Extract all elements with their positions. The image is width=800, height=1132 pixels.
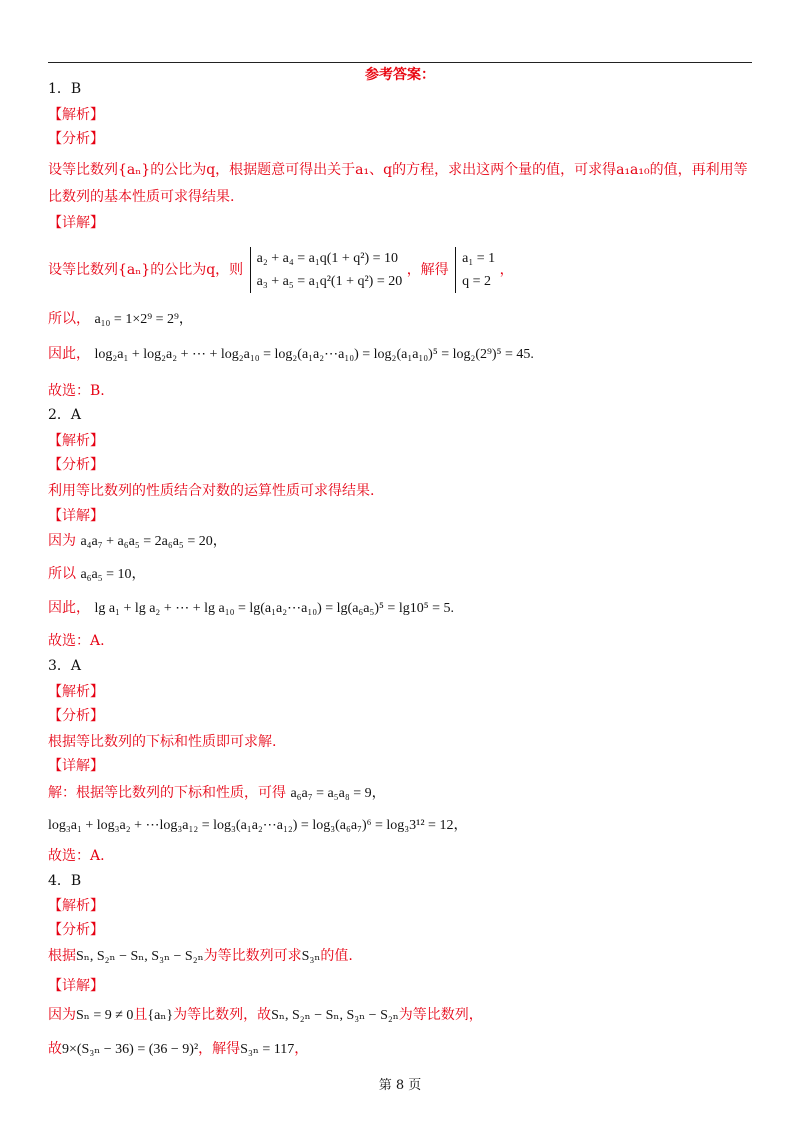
- detail-math: S₃ₙ = 117: [240, 1042, 295, 1057]
- detail-math: a₆a₅ = 10，: [80, 567, 146, 582]
- analysis-math: Sₙ, S₂ₙ − Sₙ, S₃ₙ − S₂ₙ: [76, 949, 204, 964]
- problem-1-answer: 故选：B.: [48, 383, 105, 399]
- system-eq-2: a₃ + a₅ = a₁q²(1 + q²) = 20: [256, 274, 403, 289]
- header-rule: [48, 62, 752, 63]
- problem-2-analysis-line-1: 利用等比数列的性质结合对数的运算性质可求得结果.: [48, 483, 375, 499]
- detail-math: lg a₁ + lg a₂ + ⋯ + lg a₁₀ = lg(a₁a₂⋯a₁₀) = lg(a₆a₅)⁵ = lg10⁵ = 5.: [94, 601, 454, 616]
- problem-2-jiexi: 【解析】: [48, 433, 104, 449]
- solution-eq-1: a₁ = 1: [462, 251, 496, 266]
- detail-text: 因此，: [48, 346, 90, 362]
- detail-math: 9×(S₃ₙ − 36) = (36 − 9)²: [62, 1042, 199, 1057]
- detail-text: 为等比数列，故: [173, 1007, 272, 1023]
- detail-text: 所以，: [48, 311, 90, 327]
- detail-text: 且: [133, 1007, 148, 1023]
- detail-text: 解：根据等比数列的下标和性质，可得: [48, 785, 286, 801]
- detail-text: ，解得: [198, 1041, 241, 1057]
- problem-3-title: 3．A: [48, 658, 82, 674]
- page-heading: 参考答案：: [365, 67, 435, 83]
- problem-4-title: 4．B: [48, 873, 82, 889]
- problem-3-xiangjie: 【详解】: [48, 758, 104, 774]
- problem-4-analysis-line-1: [48, 947, 353, 966]
- detail-text: 为等比数列，: [398, 1007, 483, 1023]
- problem-4-xiangjie: 【详解】: [48, 978, 104, 994]
- problem-1-detail-end: ，: [499, 262, 514, 278]
- problem-4-detail-line-1: [48, 1006, 483, 1025]
- problem-1-solve-text: ，解得: [406, 262, 449, 278]
- problem-2-detail-line-1: [48, 532, 227, 551]
- analysis-text: 的值.: [320, 948, 353, 964]
- problem-1-detail-text: 设等比数列{aₙ}的公比为q，则: [48, 262, 244, 278]
- problem-2-fenxi: 【分析】: [48, 457, 104, 473]
- problem-1-fenxi: 【分析】: [48, 131, 104, 147]
- problem-2-detail-line-2: [48, 565, 146, 584]
- page-number: 第 8 页: [378, 1078, 422, 1093]
- detail-math: log₂a₁ + log₂a₂ + ⋯ + log₂a₁₀ = log₂(a₁a₂⋯a₁₀) = log₂(a₁a₁₀)⁵ = log₂(2⁹)⁵ = 45.: [94, 347, 534, 362]
- system-eq-1: a₂ + a₄ = a₁q(1 + q²) = 10: [256, 251, 399, 266]
- detail-math: a₁₀ = 1×2⁹ = 2⁹，: [94, 312, 193, 327]
- detail-math: a₄a₇ + a₆a₅ = 2a₆a₅ = 20，: [80, 534, 227, 549]
- problem-3-detail-line-1: [48, 784, 386, 803]
- problem-1-analysis-line-2: 比数列的基本性质可求得结果.: [48, 189, 235, 205]
- detail-text: ，: [294, 1041, 309, 1057]
- problem-4-fenxi: 【分析】: [48, 922, 104, 938]
- analysis-math: S₃ₙ: [301, 949, 321, 964]
- problem-1-equation-system: [250, 247, 403, 293]
- detail-text: 因为: [48, 1007, 76, 1023]
- problem-3-detail-line-2: [48, 816, 467, 835]
- problem-2-title: 2．A: [48, 407, 82, 423]
- detail-text: 故: [48, 1041, 62, 1057]
- problem-3-fenxi: 【分析】: [48, 708, 104, 724]
- problem-1-detail-line-1: [48, 247, 514, 293]
- problem-1-detail-line-2: [48, 310, 193, 329]
- problem-2-answer: 故选：A.: [48, 633, 105, 649]
- problem-1-xiangjie: 【详解】: [48, 215, 104, 231]
- problem-4-detail-line-2: [48, 1040, 308, 1059]
- solution-eq-2: q = 2: [462, 274, 492, 289]
- analysis-text: 根据: [48, 948, 76, 964]
- detail-math: Sₙ = 9 ≠ 0: [76, 1008, 134, 1023]
- analysis-text: 为等比数列可求: [203, 948, 302, 964]
- problem-3-analysis-line-1: 根据等比数列的下标和性质即可求解.: [48, 734, 277, 750]
- detail-math: log₃a₁ + log₃a₂ + ⋯log₃a₁₂ = log₃(a₁a₂⋯a₁₂) = log₃(a₆a₇)⁶ = log₃3¹² = 12，: [48, 818, 468, 833]
- problem-2-xiangjie: 【详解】: [48, 508, 104, 524]
- problem-1-jiexi: 【解析】: [48, 107, 104, 123]
- problem-2-detail-line-3: [48, 599, 454, 618]
- problem-3-jiexi: 【解析】: [48, 684, 104, 700]
- problem-1-detail-line-3: [48, 345, 534, 364]
- detail-math: Sₙ, S₂ₙ − Sₙ, S₃ₙ − S₂ₙ: [271, 1008, 399, 1023]
- problem-1-analysis-line-1: 设等比数列{aₙ}的公比为q，根据题意可得出关于a₁、q的方程，求出这两个量的值，可求得a₁a₁₀的值，再利用等: [48, 162, 748, 178]
- detail-text: 所以: [48, 566, 76, 582]
- problem-1-solution-system: [455, 247, 495, 293]
- detail-text: 因为: [48, 533, 76, 549]
- problem-3-answer: 故选：A.: [48, 848, 105, 864]
- detail-text: 因此，: [48, 600, 90, 616]
- problem-4-jiexi: 【解析】: [48, 898, 104, 914]
- problem-1-title: 1．B: [48, 81, 82, 97]
- detail-math: a₆a₇ = a₅a₈ = 9，: [290, 786, 386, 801]
- detail-math: {aₙ}: [147, 1008, 174, 1023]
